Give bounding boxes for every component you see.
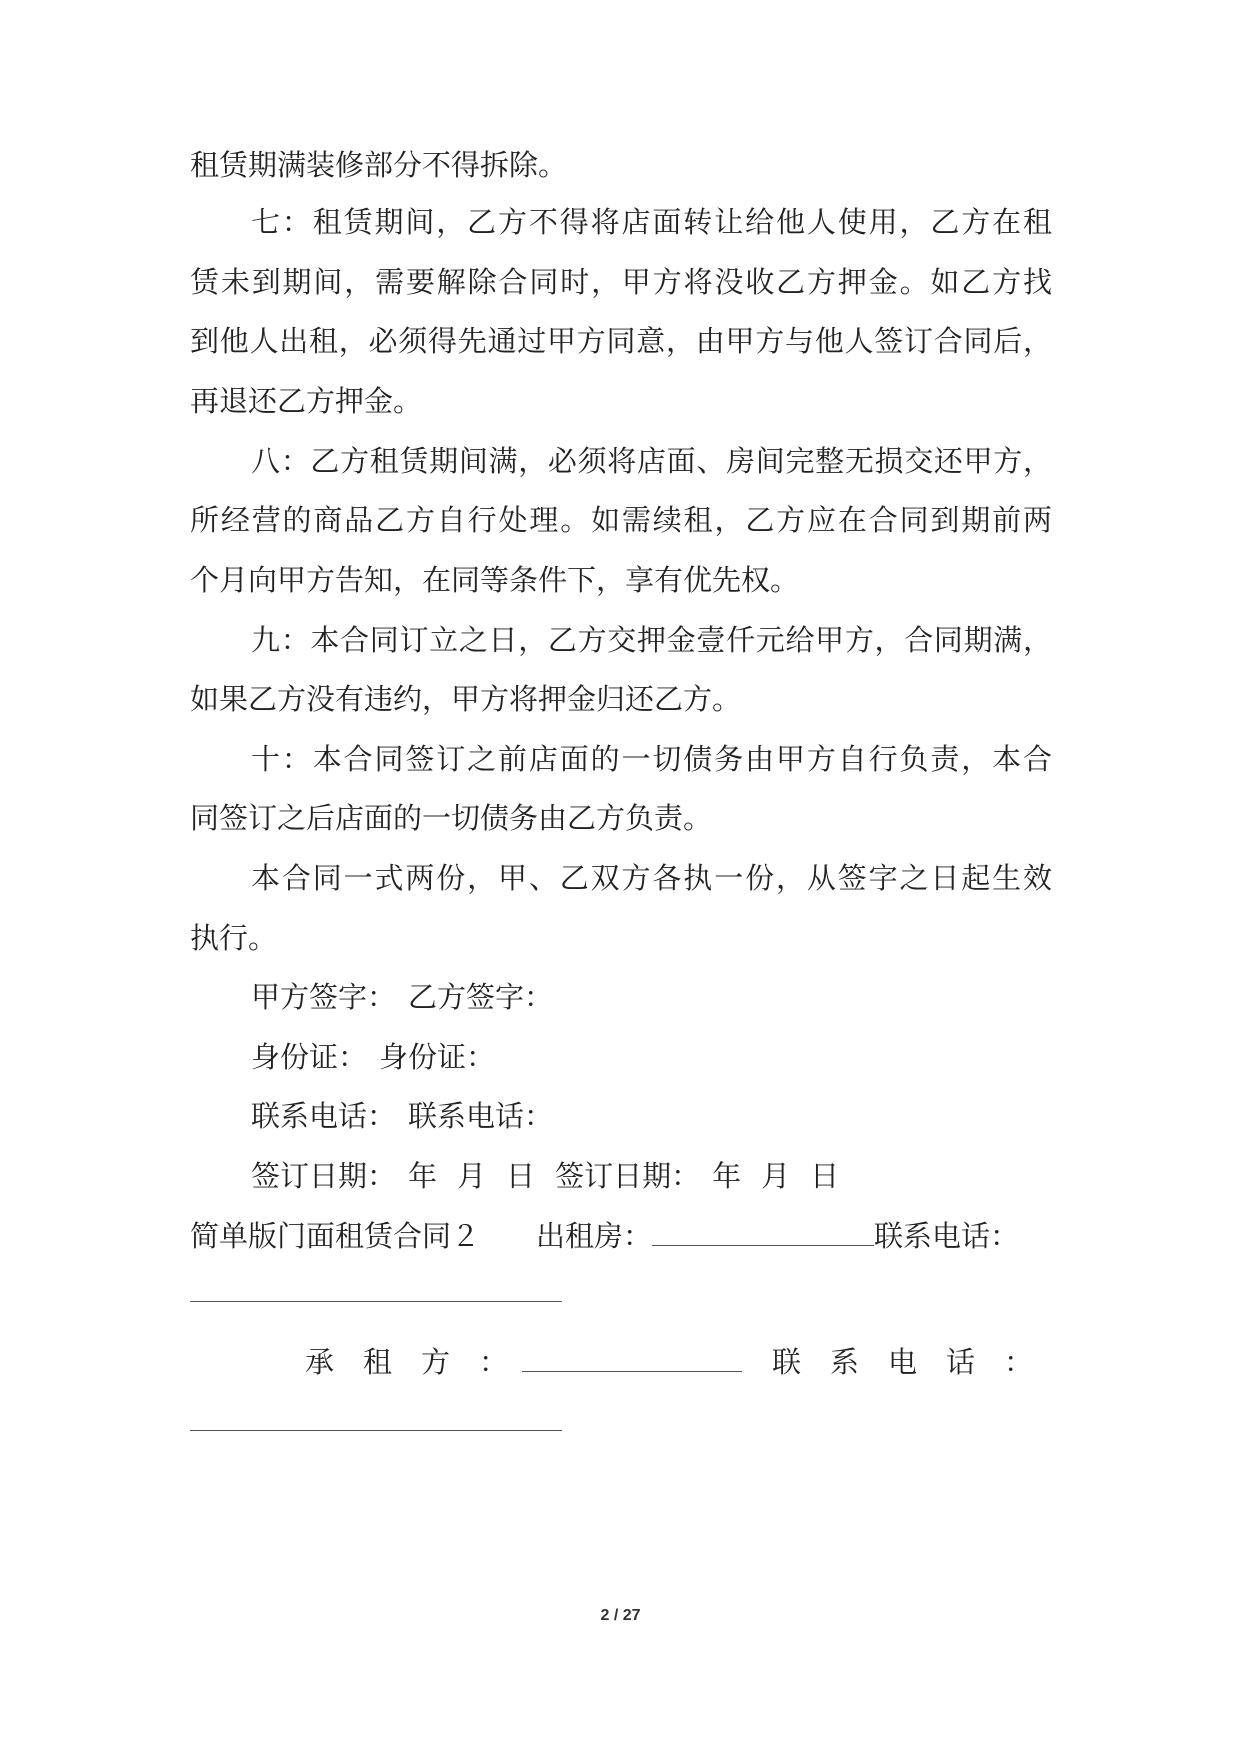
contract2-title: 简单版门面租赁合同２ xyxy=(190,1219,481,1253)
date-b-year: 年 xyxy=(712,1159,742,1193)
party-a-sign-label: 甲方签字： xyxy=(251,980,397,1014)
phone-blank-line xyxy=(190,1301,562,1302)
lessor-label: 出租房： xyxy=(536,1219,653,1253)
lessee-phone-label: 联 系 电 话 ： xyxy=(772,1345,1034,1379)
lessee-row xyxy=(305,1341,1033,1381)
text-line: 七：租赁期间，乙方不得将店面转让给他人使用，乙方在租 xyxy=(251,205,1052,239)
date-a-day: 日 xyxy=(506,1159,536,1193)
text-line: 同签订之后店面的一切债务由乙方负责。 xyxy=(190,801,713,835)
date-b-label: 签订日期： xyxy=(555,1159,701,1193)
date-a-month: 月 xyxy=(457,1159,487,1193)
contract2-header-row xyxy=(190,1215,1019,1255)
text-line: 租赁期满装修部分不得拆除。 xyxy=(190,148,568,182)
id-row xyxy=(251,1037,495,1077)
phone-blank-line xyxy=(190,1430,562,1431)
lessee-label: 承 租 方 ： xyxy=(305,1345,509,1379)
lessee-blank xyxy=(522,1341,742,1372)
text-line: 赁未到期间，需要解除合同时，甲方将没收乙方押金。如乙方找 xyxy=(190,265,1052,299)
phone-b-label: 联系电话： xyxy=(408,1099,554,1133)
text-line: 本合同一式两份，甲、乙双方各执一份，从签字之日起生效 xyxy=(251,861,1052,895)
lessor-blank xyxy=(652,1215,874,1246)
party-b-sign-label: 乙方签字： xyxy=(408,980,554,1014)
text-line: 执行。 xyxy=(190,921,278,955)
lessor-phone-label: 联系电话： xyxy=(874,1219,1020,1253)
date-a-year: 年 xyxy=(408,1159,438,1193)
text-line: 所经营的商品乙方自行处理。如需续租，乙方应在合同到期前两 xyxy=(190,503,1052,537)
text-line: 再退还乙方押金。 xyxy=(190,384,423,418)
text-line: 九：本合同订立之日，乙方交押金壹仟元给甲方，合同期满， xyxy=(251,623,1052,657)
id-b-label: 身份证： xyxy=(379,1040,496,1074)
page-number: 2 / 27 xyxy=(600,1607,641,1624)
phone-row xyxy=(251,1096,553,1136)
date-b-day: 日 xyxy=(810,1159,840,1193)
text-line: 到他人出租，必须得先通过甲方同意，由甲方与他人签订合同后， xyxy=(190,324,1052,358)
signature-row xyxy=(251,977,553,1017)
date-row xyxy=(251,1156,839,1196)
id-a-label: 身份证： xyxy=(251,1040,368,1074)
text-line: 八：乙方租赁期间满，必须将店面、房间完整无损交还甲方， xyxy=(251,444,1052,478)
date-a-label: 签订日期： xyxy=(251,1159,397,1193)
text-line: 个月向甲方告知，在同等条件下，享有优先权。 xyxy=(190,563,800,597)
text-line: 十：本合同签订之前店面的一切债务由甲方自行负责，本合 xyxy=(251,742,1052,776)
text-line: 如果乙方没有违约，甲方将押金归还乙方。 xyxy=(190,682,742,716)
phone-a-label: 联系电话： xyxy=(251,1099,397,1133)
date-b-month: 月 xyxy=(761,1159,791,1193)
